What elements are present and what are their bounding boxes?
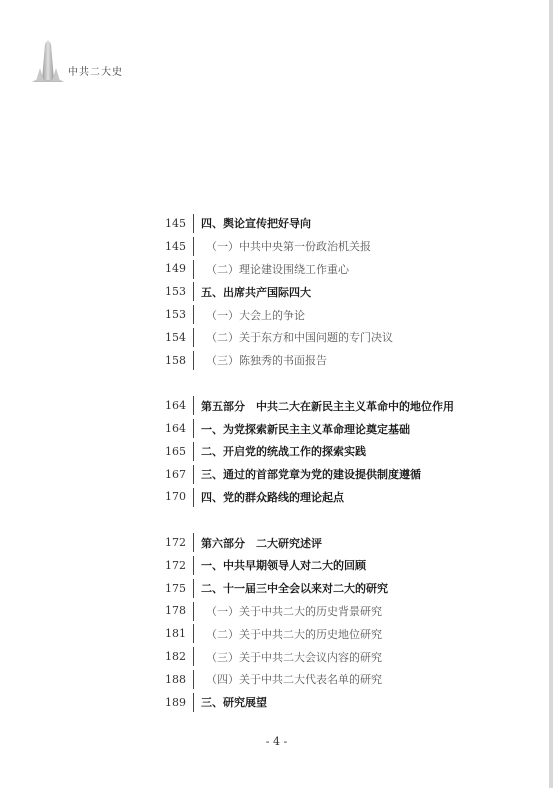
toc-entry[interactable] (160, 622, 530, 645)
toc-divider (193, 419, 194, 438)
toc-entry[interactable] (160, 417, 530, 440)
toc-entry[interactable] (160, 394, 530, 417)
toc-divider (193, 260, 194, 279)
toc-page-number: 182 (165, 650, 186, 664)
toc-entry-title: （一）大会上的争论 (206, 308, 305, 322)
toc-entry-title: 五、出席共产国际四大 (201, 285, 311, 299)
toc-page-number: 172 (165, 558, 186, 572)
toc-page-number: 178 (165, 604, 186, 618)
toc-divider (193, 328, 194, 347)
toc-page-number: 153 (165, 308, 186, 322)
toc-divider (193, 465, 194, 484)
toc-entry[interactable] (160, 486, 530, 509)
toc-entry[interactable] (160, 440, 530, 463)
toc-entry-title: 第五部分 中共二大在新民主主义革命中的地位作用 (201, 399, 454, 413)
toc-divider (193, 693, 194, 712)
toc-page-number: 189 (165, 695, 186, 709)
toc-page-number: 164 (165, 422, 186, 436)
toc-entry[interactable] (160, 349, 530, 372)
toc-entry[interactable] (160, 645, 530, 668)
toc-entry[interactable] (160, 531, 530, 554)
toc-entry-title: （一）关于中共二大的历史背景研究 (206, 604, 382, 618)
toc-page-number: 188 (165, 672, 186, 686)
toc-divider (193, 442, 194, 461)
toc-page-number: 172 (165, 536, 186, 550)
toc-entry[interactable] (160, 463, 530, 486)
toc-page-number: 170 (165, 490, 186, 504)
toc-entry-title: 一、中共早期领导人对二大的回顾 (201, 559, 366, 573)
toc-gap (160, 372, 530, 395)
toc-entry[interactable] (160, 600, 530, 623)
toc-entry-title: （二）关于中共二大的历史地位研究 (206, 627, 382, 641)
toc-entry[interactable] (160, 258, 530, 281)
toc-entry[interactable] (160, 554, 530, 577)
toc-divider (193, 237, 194, 256)
toc-page-number: 154 (165, 330, 186, 344)
toc-divider (193, 624, 194, 643)
toc-gap (160, 508, 530, 531)
toc-entry-title: （三）关于中共二大会议内容的研究 (206, 650, 382, 664)
page-edge-shadow (549, 0, 553, 788)
toc-page-number: 153 (165, 285, 186, 299)
toc-divider (193, 305, 194, 324)
toc-page-number: 145 (165, 239, 186, 253)
toc-page-number: 167 (165, 467, 186, 481)
toc-entry-title: 二、开启党的统战工作的探索实践 (201, 445, 366, 459)
toc-divider (193, 647, 194, 666)
toc-page-number: 181 (165, 627, 186, 641)
toc-divider (193, 396, 194, 415)
toc-entry-title: （二）理论建设围绕工作重心 (206, 262, 349, 276)
toc-entry[interactable] (160, 235, 530, 258)
toc-divider (193, 351, 194, 370)
toc-page-number: 149 (165, 262, 186, 276)
toc-page-number: 158 (165, 353, 186, 367)
toc-entry-title: 四、舆论宣传把好导向 (201, 217, 311, 231)
toc-page-number: 175 (165, 581, 186, 595)
toc-entry-title: （四）关于中共二大代表名单的研究 (206, 673, 382, 687)
toc-entry-title: 二、十一届三中全会以来对二大的研究 (201, 582, 388, 596)
table-of-contents (160, 212, 530, 714)
toc-entry[interactable] (160, 280, 530, 303)
toc-divider (193, 533, 194, 552)
toc-divider (193, 214, 194, 233)
toc-entry-title: （一）中共中央第一份政治机关报 (206, 240, 371, 254)
running-header (28, 38, 168, 84)
toc-entry-title: 四、党的群众路线的理论起点 (201, 490, 344, 504)
toc-entry-title: 一、为党探索新民主主义革命理论奠定基础 (201, 422, 410, 436)
toc-entry-title: 第六部分 二大研究述评 (201, 536, 322, 550)
toc-divider (193, 670, 194, 689)
toc-divider (193, 602, 194, 621)
toc-entry[interactable] (160, 326, 530, 349)
toc-divider (193, 488, 194, 507)
toc-divider (193, 556, 194, 575)
book-title: 中共二大史 (68, 67, 123, 78)
toc-divider (193, 579, 194, 598)
toc-entry[interactable] (160, 668, 530, 691)
toc-entry-title: 三、通过的首部党章为党的建设提供制度遵循 (201, 468, 421, 482)
toc-entry[interactable] (160, 691, 530, 714)
toc-entry[interactable] (160, 303, 530, 326)
page-number: - 4 - (265, 735, 288, 748)
toc-page-number: 165 (165, 444, 186, 458)
toc-entry[interactable] (160, 212, 530, 235)
toc-page-number: 145 (165, 216, 186, 230)
toc-entry-title: （二）关于东方和中国问题的专门决议 (206, 331, 393, 345)
monument-logo-icon (28, 38, 68, 84)
toc-entry[interactable] (160, 577, 530, 600)
toc-entry-title: （三）陈独秀的书面报告 (206, 354, 327, 368)
toc-page-number: 164 (165, 399, 186, 413)
toc-divider (193, 282, 194, 301)
toc-entry-title: 三、研究展望 (201, 696, 267, 710)
